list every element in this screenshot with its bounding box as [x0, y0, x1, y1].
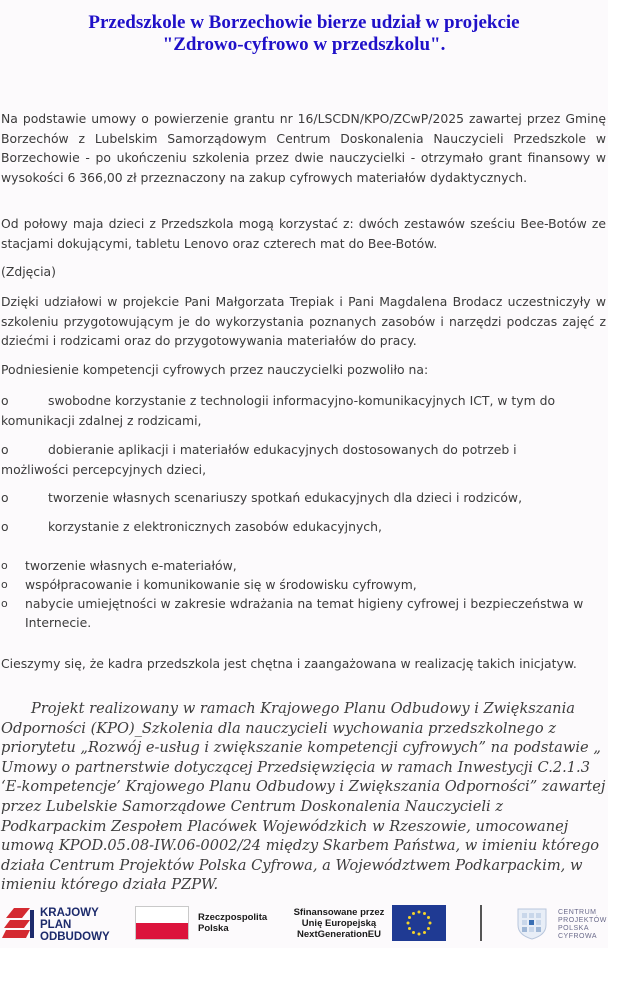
eu-line: Unię Europejską	[301, 918, 377, 929]
rp-line: Polska	[198, 923, 229, 934]
logo-divider	[480, 905, 482, 941]
bullet-marker: o	[1, 490, 9, 505]
list-item-text: nabycie umiejętności w zakresie wdrażania na temat higieny cyfrowej i bezpieczeństwa w Internecie.	[25, 596, 584, 630]
cppc-logo-text	[558, 909, 607, 941]
cppc-line: PROJEKTÓW	[558, 917, 607, 924]
list-item-text: korzystanie z elektronicznych zasobów edukacyjnych,	[48, 519, 382, 534]
list-item-continuation: możliwości percepcyjnych dzieci,	[1, 462, 207, 477]
funding-logos	[0, 900, 608, 948]
rp-line: Rzeczpospolita	[198, 912, 268, 923]
paragraph-grant: Na podstawie umowy o powierzenie grantu nr 16/LSCDN/KPO/ZCwP/2025 zawartej przez Gminę Borzechów z Lubelskim Samorządowym Centrum Doskonalenia Nauczycieli Przedszkole w Borzechowie - po ukończeniu szkolenia przez dwie nauczycielki - otrzymało grant finansowy w wysokości 6 366,00 zł przeznaczony na zakup cyfrowych materiałów dydaktycznych.	[1, 111, 606, 185]
list-item	[1, 556, 611, 575]
list-item	[1, 575, 611, 594]
closing-sentence: Cieszymy się, że kadra przedszkola jest chętna i zaangażowana w realizację takich inicjatyw.	[1, 656, 577, 671]
funding-note	[1, 699, 606, 895]
cppc-line: POLSKA	[558, 925, 590, 932]
photos-note: (Zdjęcia)	[1, 264, 56, 279]
list-item	[1, 440, 601, 480]
bullet-marker: o	[1, 393, 9, 408]
list-item	[1, 488, 601, 508]
rp-logo	[135, 904, 275, 944]
title-line-1: Przedszkole w Borzechowie bierze udział w projekcie	[88, 12, 520, 33]
eu-line: NextGenerationEU	[297, 929, 381, 940]
list-item-text: tworzenie własnych scenariuszy spotkań edukacyjnych dla dzieci i rodziców,	[48, 490, 523, 505]
competence-list	[1, 556, 611, 632]
list-item-text: współpracowanie i komunikowanie się w środowisku cyfrowym,	[25, 577, 417, 592]
list-item	[1, 391, 601, 431]
cppc-shield-icon	[514, 905, 550, 941]
list-item	[1, 517, 601, 537]
article-title	[0, 12, 608, 56]
bullet-marker: o	[1, 519, 9, 534]
list-item-text: swobodne korzystanie z technologii informacyjno-komunikacyjnych ICT, w tym do	[48, 393, 556, 408]
eu-line: Sfinansowane przez	[293, 907, 385, 918]
cppc-line: CENTRUM	[558, 909, 597, 916]
list-item-text: dobieranie aplikacji i materiałów edukacyjnych dostosowanych do potrzeb i	[48, 442, 517, 457]
bullet-marker: o	[1, 597, 8, 610]
title-line-2: "Zdrowo-cyfrowo w przedszkolu".	[162, 34, 446, 55]
kpo-logo	[0, 905, 115, 943]
cppc-line: CYFROWA	[558, 933, 598, 940]
list-item	[1, 594, 611, 632]
polish-flag-icon	[135, 906, 189, 940]
funding-note-text: Projekt realizowany w ramach Krajowego Planu Odbudowy i Zwiększania Odporności (KPO)_Szkolenia dla nauczycieli wychowania przedszkolnego z priorytetu „Rozwój e-usług i zwiększanie kompetencji cyfrowych” na podstawie „ Umowy o partnerstwie dotyczącej Przedsięwzięcia w ramach Inwestycji C.2.1.3 ‘E-kompetencje’ Krajowego Planu Odbudowy i Zwiększania Odporności” zawartej przez Lubelskie Samorządowe Centrum Doskonalenia Nauczycieli z Podkarpackim Zespołem Placówek Wojewódzkich w Rzeszowie, umocowanej umową KPOD.05.08-IW.06-0002/24 między Skarbem Państwa, w imieniu którego działa Centrum Projektów Polska Cyfrowa, a Województwem Podkarpackim, w imieniu którego działa PZPW.	[1, 700, 606, 894]
list-item-continuation: komunikacji zdalnej z rodzicami,	[1, 413, 202, 428]
rp-logo-text	[198, 912, 267, 934]
paragraph-equipment: Od połowy maja dzieci z Przedszkola mogą korzystać z: dwóch zestawów sześciu Bee-Botów ze stacjami dokującymi, tabletu Lenovo oraz czterech mat do Bee-Botów.	[1, 216, 606, 251]
bullet-marker: o	[1, 442, 9, 457]
kpo-line: ODBUDOWY	[40, 931, 110, 943]
bullet-marker: o	[1, 578, 8, 591]
eu-flag-icon	[392, 905, 446, 941]
eu-logo-text	[292, 907, 386, 940]
list-item-text: tworzenie własnych e-materiałów,	[25, 558, 237, 573]
list-intro: Podniesienie kompetencji cyfrowych przez nauczycielki pozwoliło na:	[1, 362, 429, 377]
paragraph-training: Dzięki udziałowi w projekcie Pani Małgorzata Trepiak i Pani Magdalena Brodacz uczestniczyły w szkoleniu przygotowującym je do wykorzystania poznanych zasobów i narzędzi podczas zajęć z dziećmi i rodzicami oraz do przygotowywania materiałów do pracy.	[1, 294, 606, 348]
bullet-marker: o	[1, 559, 8, 572]
kpo-line: KRAJOWY	[40, 907, 99, 919]
cppc-logo	[514, 905, 608, 943]
kpo-emblem-icon	[0, 906, 36, 942]
kpo-logo-text	[40, 907, 110, 943]
eu-logo	[292, 904, 452, 944]
kpo-line: PLAN	[40, 919, 72, 931]
